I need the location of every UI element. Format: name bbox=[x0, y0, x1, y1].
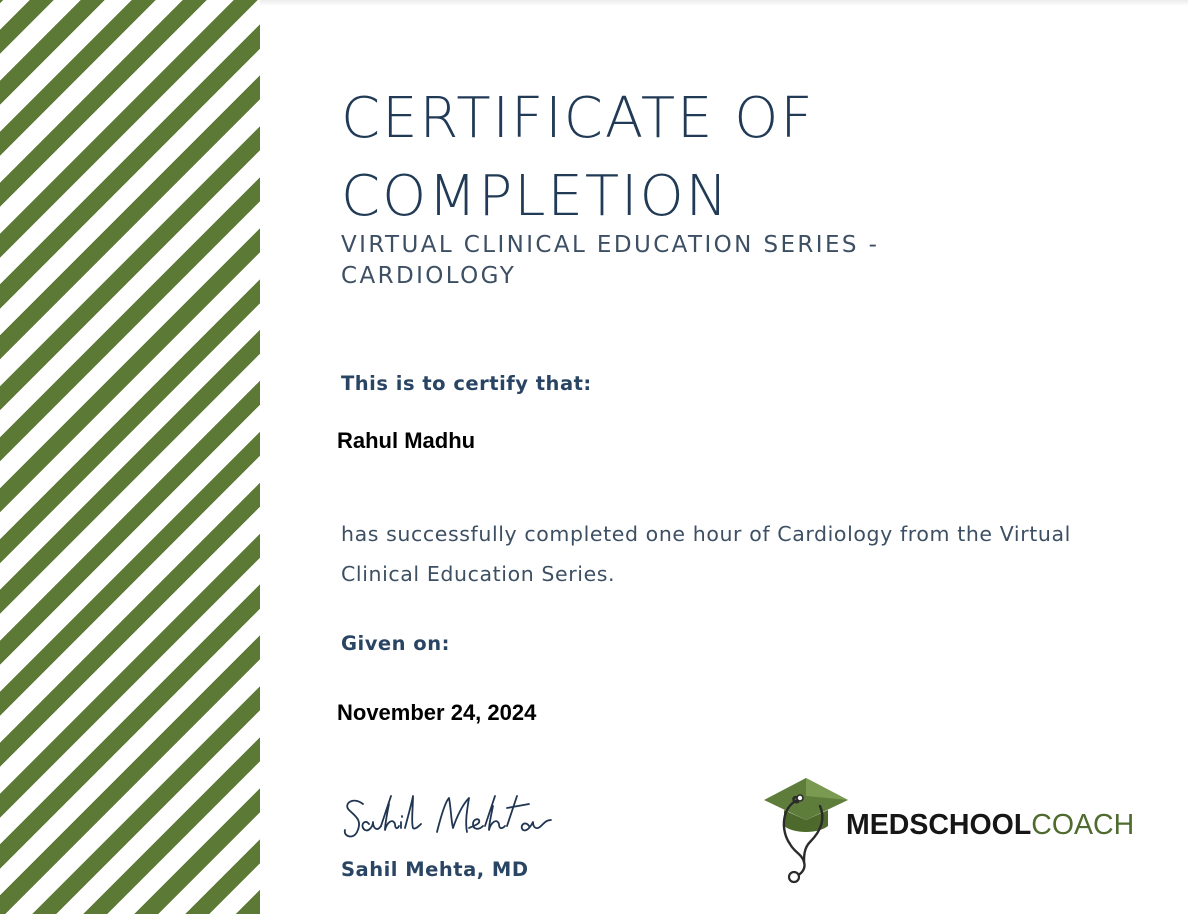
certificate-subtitle: VIRTUAL CLINICAL EDUCATION SERIES - CARDIOLOGY bbox=[341, 232, 880, 289]
certify-label: This is to certify that: bbox=[341, 372, 592, 395]
handwritten-signature bbox=[341, 790, 571, 846]
decorative-stripe-band bbox=[0, 0, 260, 914]
logo-wordmark bbox=[846, 809, 1134, 842]
signer-name: Sahil Mehta, MD bbox=[341, 858, 529, 881]
page-top-shadow bbox=[260, 0, 1188, 6]
given-date: November 24, 2024 bbox=[337, 700, 537, 725]
logo-wordmark-bold: MEDSCHOOL bbox=[846, 809, 1032, 841]
recipient-name: Rahul Madhu bbox=[337, 428, 476, 453]
logo-wordmark-light: COACH bbox=[1031, 809, 1135, 841]
completion-statement: has successfully completed one hour of Cardiology from the Virtual Clinical Education Series. bbox=[341, 522, 1071, 586]
certificate-title: CERTIFICATE OF COMPLETION bbox=[341, 86, 815, 229]
medschoolcoach-logo bbox=[762, 776, 1142, 886]
graduation-cap-stethoscope-icon bbox=[762, 776, 852, 886]
given-on-label: Given on: bbox=[341, 632, 450, 655]
